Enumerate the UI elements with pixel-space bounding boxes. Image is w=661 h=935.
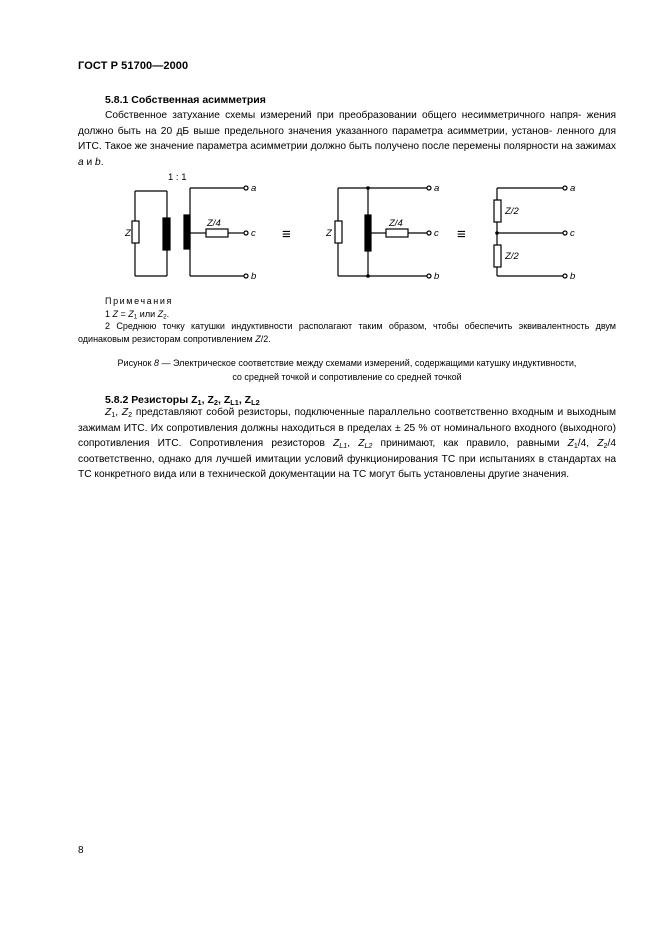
terminal-c-1: c xyxy=(251,228,256,239)
terminal-c-3: c xyxy=(570,228,575,239)
section-title-5-8-1: 5.8.1 Собственная асимметрия xyxy=(105,94,266,106)
label-z2-upper: Z/2 xyxy=(505,206,519,217)
label-z4-2: Z/4 xyxy=(389,218,403,229)
paragraph-resistors: $Z_1$, $Z_2$ представляют собой резисторы, подключенные параллельно соответственно входным и выходным зажимам ИТС. Их сопротивления должны находиться в пределах ± 25 % от номинального входного (выходного) сопротивления ИТС. Сопротивления резисторов $Z_{L1}$, $Z_{L2}$ принимают, как правило, равными $Z_1/4$, $Z_2/4$ соответственно, однако для лучшей имитации условий функционирования ТС при испытаниях в стандартах на ТС конкретного вида или в технической документации на ТС могут быть установлены другие значения. xyxy=(78,407,616,480)
resistor-z4-coil xyxy=(386,229,408,237)
label-z4-1: Z/4 xyxy=(207,218,221,229)
terminal-a-3: a xyxy=(570,183,576,194)
terminal-c-2: c xyxy=(434,228,439,239)
terminal-a-1: a xyxy=(251,183,257,194)
circuit-center-tapped-coil xyxy=(335,186,431,278)
label-z-1: Z xyxy=(125,228,131,239)
figure-caption: Рисунок 8 — Электрическое соответствие между схемами измерений, содержащими катушку индуктивности, со средней точкой и сопротивление со средней точкой xyxy=(117,358,577,382)
secondary-winding xyxy=(184,215,190,249)
notes-title: Примечания xyxy=(105,296,173,306)
section-title-5-8-2: 5.8.2 Резисторы $Z_1$, $Z_2$, $Z_{L1}$, $Z_{L2}$ xyxy=(105,394,260,407)
terminal-b-3: b xyxy=(570,271,576,282)
terminal-a-2: a xyxy=(434,183,440,194)
ratio-label: 1 : 1 xyxy=(168,172,187,183)
resistor-z2-lower xyxy=(494,245,501,267)
paragraph-own-asymmetry: Собственное затухание схемы измерений при преобразовании общего несимметричного напря- жения должно быть на 20 дБ выше предельного значения указанного параметра асимметрии, установ- ленного для ИТС. Такое же значение параметра асимметрии должно быть получено после перемены полярности на зажимах a и b. xyxy=(78,110,616,168)
equivalence-sign-2: ≡ xyxy=(457,226,466,243)
page-number: 8 xyxy=(78,845,84,856)
resistor-z2-upper xyxy=(494,200,501,222)
primary-winding xyxy=(163,218,170,250)
center-tapped-winding xyxy=(365,215,371,251)
figure-8-circuit-diagram xyxy=(110,168,580,286)
label-z2-lower: Z/2 xyxy=(505,251,519,262)
note-2: 2 Среднюю точку катушки индуктивности располагают таким образом, чтобы обеспечить эквивалентность двум одинаковым резисторам сопротивлением Z/2. xyxy=(78,321,616,344)
resistor-z-input xyxy=(132,221,139,243)
terminal-b-2: b xyxy=(434,271,440,282)
terminal-b-1: b xyxy=(251,271,257,282)
resistor-z-coil xyxy=(335,221,342,243)
label-z-2: Z xyxy=(326,228,332,239)
resistor-z4-transformer xyxy=(206,229,228,237)
equivalence-sign-1: ≡ xyxy=(282,226,291,243)
circuit-center-tapped-resistor xyxy=(494,186,567,278)
circuit-transformer xyxy=(132,186,248,278)
document-header: ГОСТ Р 51700—2000 xyxy=(78,60,189,72)
note-1: 1 $Z = Z_1$ или $Z_2$. xyxy=(105,309,170,321)
